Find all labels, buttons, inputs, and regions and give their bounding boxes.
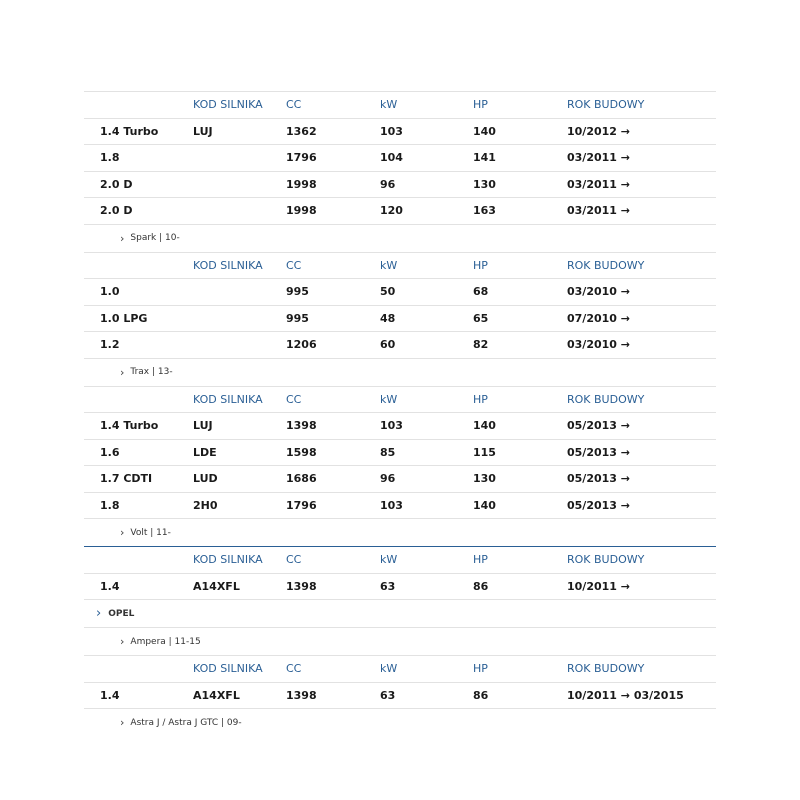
table-row[interactable]	[84, 279, 716, 306]
engine-name: 1.4	[100, 688, 120, 702]
engine-hp: 130	[473, 177, 496, 191]
engine-cc: 1362	[286, 124, 317, 138]
engine-name: 1.6	[100, 445, 120, 459]
table-header	[84, 387, 716, 414]
engine-hp: 140	[473, 124, 496, 138]
model-trax-toggle[interactable]	[84, 359, 716, 387]
engine-code: A14XFL	[193, 579, 240, 593]
chevron-right-icon: ›	[120, 716, 125, 729]
engine-name: 1.8	[100, 151, 120, 165]
engine-kw: 48	[380, 311, 396, 325]
header-kw: kW	[380, 553, 398, 567]
engine-hp: 68	[473, 285, 489, 299]
engine-year: 07/2010 →	[567, 311, 630, 325]
header-hp: HP	[473, 553, 488, 567]
engine-hp: 115	[473, 445, 496, 459]
header-year: ROK BUDOWY	[567, 258, 645, 272]
engine-kw: 103	[380, 124, 403, 138]
engine-table	[84, 91, 716, 736]
table-row[interactable]	[84, 466, 716, 493]
chevron-right-icon: ›	[120, 526, 125, 539]
brand-label: OPEL	[108, 608, 135, 619]
engine-cc: 995	[286, 285, 309, 299]
table-header	[84, 91, 716, 119]
engine-cc: 1598	[286, 445, 317, 459]
table-row[interactable]	[84, 172, 716, 199]
table-row[interactable]	[84, 198, 716, 225]
header-engine-code: KOD SILNIKA	[193, 392, 263, 406]
engine-name: 1.4 Turbo	[100, 124, 159, 138]
chevron-right-icon: ›	[120, 635, 125, 648]
engine-kw: 120	[380, 204, 403, 218]
table-header	[84, 656, 716, 683]
engine-code: A14XFL	[193, 688, 240, 702]
engine-kw: 104	[380, 151, 403, 165]
table-row[interactable]	[84, 413, 716, 440]
table-row[interactable]	[84, 683, 716, 710]
engine-year: 10/2011 →	[567, 579, 630, 593]
model-label: Trax | 13-	[130, 367, 173, 377]
engine-year: 03/2011 →	[567, 204, 630, 218]
header-kw: kW	[380, 98, 398, 112]
table-row[interactable]	[84, 440, 716, 467]
chevron-right-icon: ›	[120, 365, 125, 379]
model-label: Spark | 10-	[130, 233, 180, 243]
header-kw: kW	[380, 258, 398, 272]
table-header	[84, 546, 716, 574]
header-kw: kW	[380, 392, 398, 406]
engine-code: LUD	[193, 472, 218, 486]
header-hp: HP	[473, 98, 488, 112]
engine-kw: 63	[380, 579, 396, 593]
header-hp: HP	[473, 662, 488, 676]
table-row[interactable]	[84, 306, 716, 333]
header-cc: CC	[286, 258, 302, 272]
header-year: ROK BUDOWY	[567, 553, 645, 567]
header-kw: kW	[380, 662, 398, 676]
model-spark-toggle[interactable]	[84, 225, 716, 253]
engine-name: 1.0	[100, 285, 120, 299]
engine-hp: 65	[473, 311, 489, 325]
header-cc: CC	[286, 98, 302, 112]
engine-kw: 96	[380, 177, 396, 191]
brand-opel-toggle[interactable]	[84, 600, 716, 628]
engine-hp: 86	[473, 688, 489, 702]
model-astra-toggle[interactable]	[84, 709, 716, 736]
engine-year: 05/2013 →	[567, 445, 630, 459]
header-hp: HP	[473, 392, 488, 406]
engine-cc: 1398	[286, 419, 317, 433]
engine-year: 03/2010 →	[567, 338, 630, 352]
model-label: Astra J / Astra J GTC | 09-	[130, 717, 242, 728]
table-header	[84, 253, 716, 280]
model-label: Ampera | 11-15	[130, 636, 201, 647]
engine-name: 1.8	[100, 498, 120, 512]
header-engine-code: KOD SILNIKA	[193, 258, 263, 272]
engine-cc: 1998	[286, 177, 317, 191]
engine-cc: 1398	[286, 688, 317, 702]
header-engine-code: KOD SILNIKA	[193, 662, 263, 676]
engine-hp: 140	[473, 419, 496, 433]
engine-year: 10/2011 → 03/2015	[567, 688, 684, 702]
engine-year: 03/2010 →	[567, 285, 630, 299]
engine-kw: 96	[380, 472, 396, 486]
engine-kw: 103	[380, 498, 403, 512]
table-row[interactable]	[84, 145, 716, 172]
header-engine-code: KOD SILNIKA	[193, 553, 263, 567]
chevron-right-icon: ›	[96, 606, 102, 621]
engine-year: 05/2013 →	[567, 498, 630, 512]
engine-code: 2H0	[193, 498, 218, 512]
engine-cc: 1686	[286, 472, 317, 486]
engine-kw: 85	[380, 445, 396, 459]
engine-year: 03/2011 →	[567, 177, 630, 191]
engine-name: 1.4	[100, 579, 120, 593]
model-label: Volt | 11-	[130, 527, 171, 538]
engine-code: LDE	[193, 445, 217, 459]
engine-code: LUJ	[193, 124, 213, 138]
engine-name: 1.4 Turbo	[100, 419, 159, 433]
table-row[interactable]	[84, 332, 716, 359]
engine-cc: 1998	[286, 204, 317, 218]
table-row[interactable]	[84, 493, 716, 520]
engine-year: 05/2013 →	[567, 419, 630, 433]
engine-code: LUJ	[193, 419, 213, 433]
engine-kw: 50	[380, 285, 396, 299]
engine-kw: 103	[380, 419, 403, 433]
engine-hp: 82	[473, 338, 489, 352]
model-volt-toggle[interactable]	[84, 519, 716, 546]
header-cc: CC	[286, 662, 302, 676]
engine-hp: 140	[473, 498, 496, 512]
engine-cc: 1796	[286, 151, 317, 165]
engine-cc: 1796	[286, 498, 317, 512]
engine-cc: 1398	[286, 579, 317, 593]
table-row[interactable]	[84, 119, 716, 146]
engine-hp: 86	[473, 579, 489, 593]
engine-name: 1.2	[100, 338, 120, 352]
header-engine-code: KOD SILNIKA	[193, 98, 263, 112]
header-cc: CC	[286, 553, 302, 567]
engine-year: 03/2011 →	[567, 151, 630, 165]
header-year: ROK BUDOWY	[567, 662, 645, 676]
engine-name: 1.7 CDTI	[100, 472, 153, 486]
header-cc: CC	[286, 392, 302, 406]
engine-year: 05/2013 →	[567, 472, 630, 486]
engine-kw: 60	[380, 338, 396, 352]
engine-hp: 141	[473, 151, 496, 165]
header-year: ROK BUDOWY	[567, 392, 645, 406]
chevron-right-icon: ›	[120, 231, 125, 245]
engine-hp: 163	[473, 204, 496, 218]
header-hp: HP	[473, 258, 488, 272]
engine-name: 2.0 D	[100, 177, 133, 191]
engine-name: 2.0 D	[100, 204, 133, 218]
engine-year: 10/2012 →	[567, 124, 630, 138]
engine-hp: 130	[473, 472, 496, 486]
engine-kw: 63	[380, 688, 396, 702]
engine-cc: 995	[286, 311, 309, 325]
header-year: ROK BUDOWY	[567, 98, 645, 112]
engine-name: 1.0 LPG	[100, 311, 148, 325]
model-ampera-toggle[interactable]	[84, 628, 716, 656]
table-row[interactable]	[84, 574, 716, 601]
engine-cc: 1206	[286, 338, 317, 352]
